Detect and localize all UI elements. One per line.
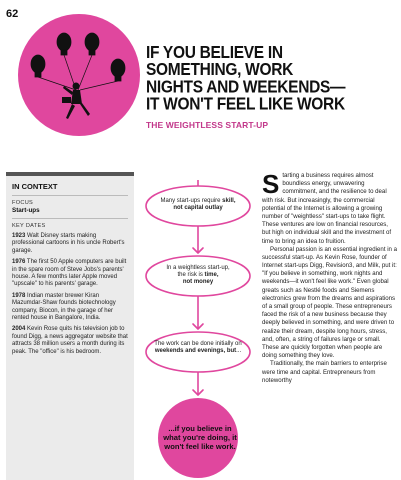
headline-line-1: IF YOU BELIEVE IN: [146, 42, 283, 63]
key-date-text: Walt Disney starts making professional cartoons in his uncle Robert's garage.: [12, 233, 125, 254]
key-date-year: 1923: [12, 233, 26, 239]
key-date-entry: [12, 293, 128, 323]
body-paragraph-1: tarting a business requires almost boundless energy, unwavering commitment, and the resilience to deal with risk. But increasingly, the commercial potential of the Internet is allowing a growing number of "weightless" start-ups to take flight. These ventures are low on financial resources, but high on individual skill and the investment of time to bring an idea to fruition.: [262, 172, 392, 245]
key-date-text: Indian master brewer Kiran Mazumdar-Shaw founds biotechnology company, Biocon, in the garage of her rented house in Bangalore, India.: [12, 292, 116, 322]
headline-line-2: SOMETHING, WORK: [146, 60, 294, 80]
key-date-year: 2004: [12, 326, 26, 333]
key-date-text: The first 50 Apple computers are built in the spare room of Steve Jobs's parents' house. A few months later Apple moved "upscale" to his parents' garage.: [12, 259, 127, 288]
flow-step-3: The work can be done initially on weekends and evenings, but...: [154, 341, 242, 355]
divider: [12, 218, 128, 219]
key-date-entry: [12, 259, 128, 289]
key-date-entry: [12, 326, 128, 356]
key-date-year: 1978: [12, 292, 26, 299]
flowchart: [140, 172, 256, 480]
floating-man-with-lightbulbs-illustration: [18, 14, 140, 136]
flow-step-1: Many start-ups require skill, not capital outlay: [160, 198, 236, 212]
hero-illustration: [18, 14, 140, 136]
focus-value: Start-ups: [12, 207, 40, 214]
flow-step-2: In a weightless start-up, the risk is time, not money: [166, 265, 230, 286]
headline-line-4: IT WON'T FEEL LIKE WORK: [146, 94, 345, 115]
drop-cap: S: [262, 169, 280, 199]
headline-line-3: NIGHTS AND WEEKENDS—: [146, 77, 346, 97]
in-context-sidebar: [6, 172, 134, 480]
key-date-entry: [12, 233, 128, 255]
flow-final-text: ...if you believe in what you're doing, it won't feel like work.: [163, 424, 237, 451]
focus-label: FOCUS: [12, 200, 34, 206]
body-paragraph-2: Personal passion is an essential ingredient in a successful start-up. As Kevin Rose, founder of Internet start-ups Digg, Revision3, and Milk, put it: "If you believe in something, work nights and weekends—it won't feel like work." Even global greats such as Nestlé foods and Siemens electronics grew from the dreams and aspirations of a small group of people. These entrepreneurs faced the risk of a new business because they deeply believed in something, and were driven to realize their dream, despite long hours, stress, and, often, a string of failures large or small. These are quickly forgotten when people are doing something they love.: [262, 245, 398, 360]
page-number: 62: [6, 8, 19, 20]
body-paragraph-3: Traditionally, the main barriers to enterprise were time and capital. Entrepreneurs from noteworthy: [262, 360, 387, 384]
divider: [12, 195, 128, 196]
key-dates-label: KEY DATES: [12, 223, 46, 229]
key-date-year: 1976: [12, 259, 26, 266]
headline: [146, 44, 396, 113]
key-date-text: Kevin Rose quits his television job to found Digg, a news aggregator website that attracts 38 million users a month during its peak. The "office" is his bedroom.: [12, 326, 128, 355]
body-text-column: [262, 169, 398, 385]
in-context-title: IN CONTEXT: [12, 182, 58, 191]
subheading: THE WEIGHTLESS START-UP: [146, 120, 269, 130]
sidebar-top-bar: [6, 172, 134, 176]
